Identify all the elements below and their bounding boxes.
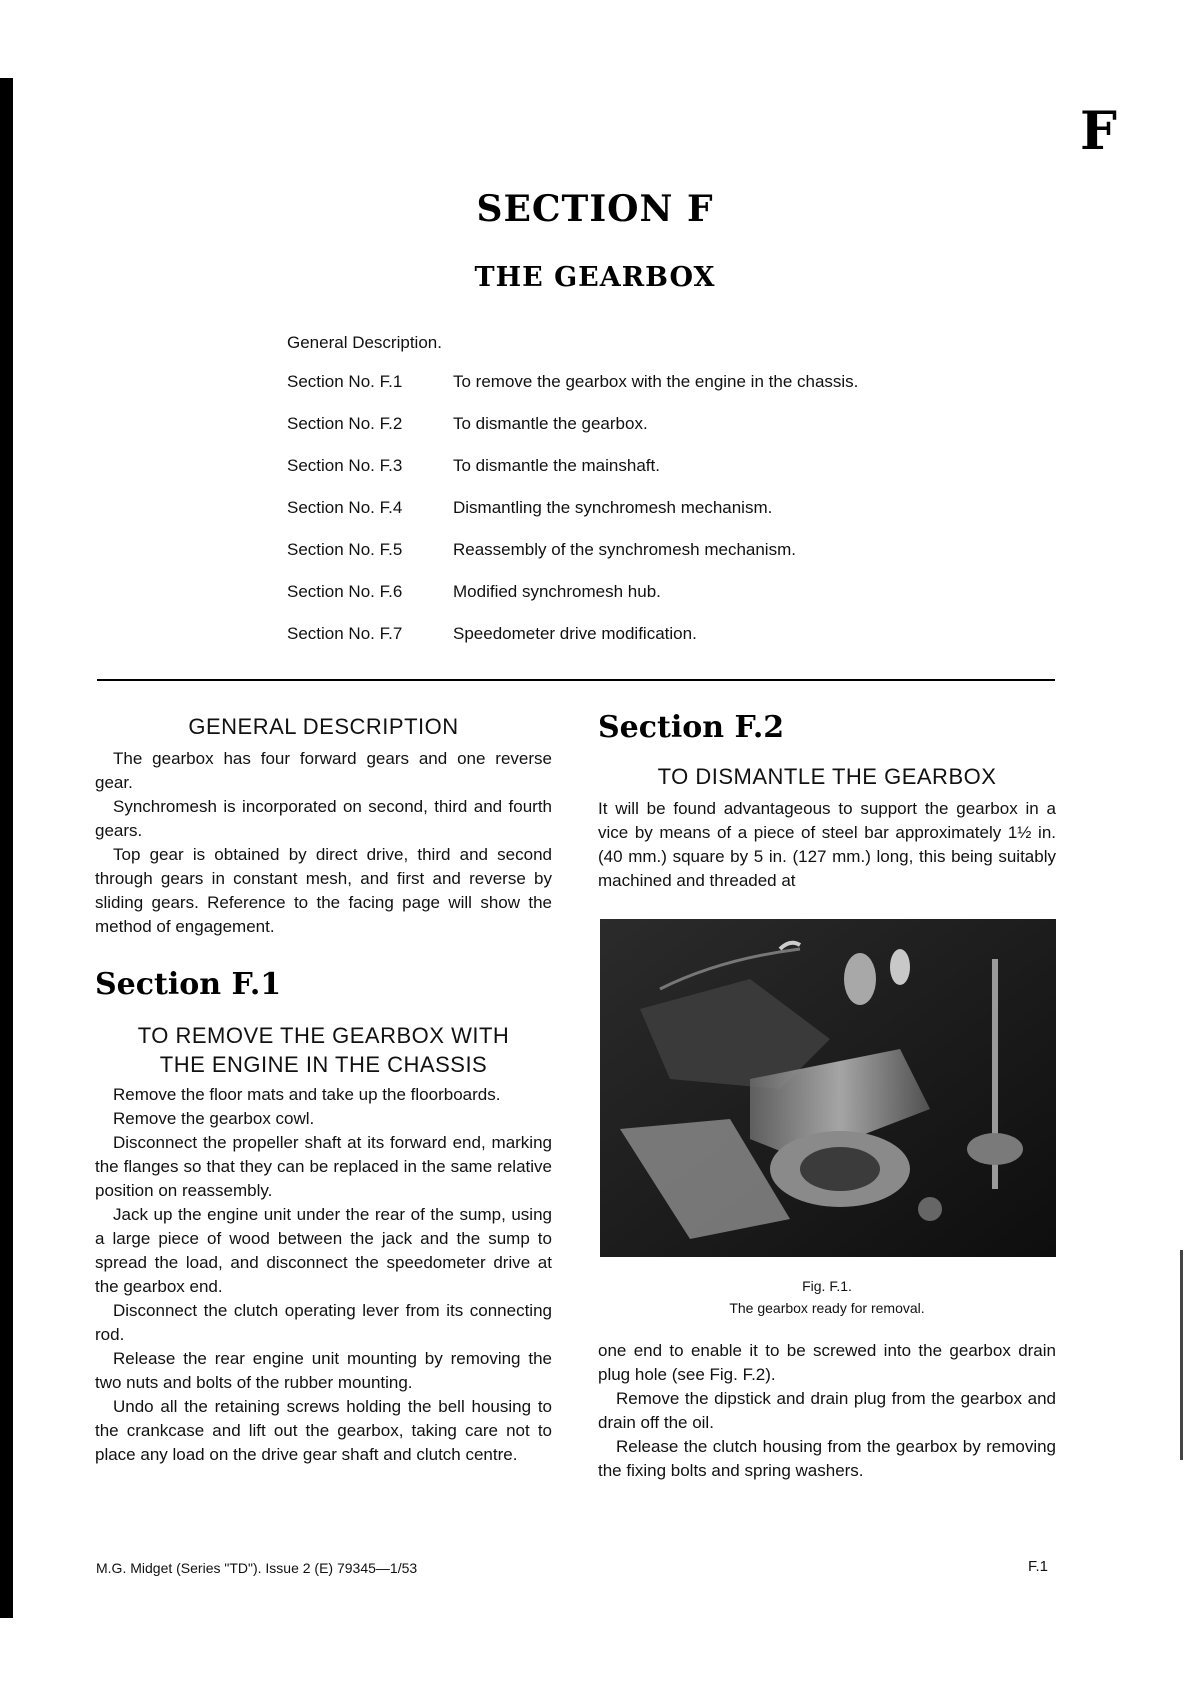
paragraph: Jack up the engine unit under the rear of the sump, using a large piece of wood between the jack and the sump to spread the load, and disconnect the speedometer drive at the gearbox end. [95,1205,552,1296]
toc-row [287,582,1007,624]
figure-caption [598,1275,1056,1319]
section-title: SECTION F [476,188,714,230]
footer-publication-info: M.G. Midget (Series "TD"). Issue 2 (E) 79345—1/53 [96,1560,418,1576]
toc-ref: Section No. F.7 [287,624,403,643]
toc-row [287,624,1007,666]
toc-ref: Section No. F.5 [287,540,403,559]
paragraph: Synchromesh is incorporated on second, third and fourth gears. [95,797,552,840]
section-f1-subheading [95,1021,552,1079]
toc-desc: Dismantling the synchromesh mechanism. [453,498,773,517]
toc-ref: Section No. F.2 [287,414,403,433]
page-edge-mark [1180,1250,1183,1460]
figure-label: Fig. F.1. [802,1278,852,1294]
toc-row [287,414,1007,456]
toc-general-description: General Description. [287,333,442,352]
paragraph: Disconnect the clutch operating lever from its connecting rod. [95,1301,552,1344]
figure-caption-text: The gearbox ready for removal. [729,1300,925,1316]
paragraph: Remove the floor mats and take up the floorboards. [113,1085,501,1104]
right-column [598,710,1056,1483]
toc-row [287,540,1007,582]
paragraph: one end to enable it to be screwed into the gearbox drain plug hole (see Fig. F.2). [598,1341,1056,1384]
toc-desc: To remove the gearbox with the engine in the chassis. [453,372,859,391]
section-f1-subheading-line: TO REMOVE THE GEARBOX WITH [137,1023,510,1048]
toc-ref: Section No. F.3 [287,456,403,475]
horizontal-rule [97,679,1055,681]
toc-desc: Reassembly of the synchromesh mechanism. [453,540,796,559]
paragraph: Disconnect the propeller shaft at its forward end, marking the flanges so that they can be replaced in the same relative position on reassembly. [95,1133,552,1200]
paragraph: Top gear is obtained by direct drive, third and second through gears in constant mesh, and first and reverse by sliding gears. Reference to the facing page will show the method of engagement. [95,845,552,936]
section-f1-heading: Section F.1 [95,967,282,1002]
paragraph: Remove the dipstick and drain plug from the gearbox and drain off the oil. [598,1389,1056,1432]
gearbox-photo-image [600,919,1056,1257]
paragraph: It will be found advantageous to support the gearbox in a vice by means of a piece of steel bar approximately 1½ in. (40 mm.) square by 5 in. (127 mm.) long, this being suitably machined and threaded at [598,799,1056,890]
toc-desc: Speedometer drive modification. [453,624,697,643]
gearbox-photo [600,919,1056,1257]
toc-ref: Section No. F.6 [287,582,403,601]
toc-ref: Section No. F.1 [287,372,403,391]
paragraph: Release the rear engine unit mounting by removing the two nuts and bolts of the rubber mounting. [95,1349,552,1392]
toc-row [287,498,1007,540]
general-description-heading: GENERAL DESCRIPTION [188,714,459,739]
toc-row [287,372,1007,414]
section-subtitle: THE GEARBOX [474,262,716,293]
paragraph: Release the clutch housing from the gearbox by removing the fixing bolts and spring washers. [598,1437,1056,1480]
section-f2-heading: Section F.2 [598,710,785,745]
binding-bar [0,78,13,1618]
paragraph: The gearbox has four forward gears and one reverse gear. [95,749,552,792]
toc-desc: Modified synchromesh hub. [453,582,661,601]
footer-page-number: F.1 [1028,1558,1049,1575]
table-of-contents [287,372,1007,666]
section-f1-subheading-line: THE ENGINE IN THE CHASSIS [159,1052,488,1077]
toc-desc: To dismantle the gearbox. [453,414,648,433]
left-column [95,712,552,1467]
toc-row [287,456,1007,498]
section-f2-subheading: TO DISMANTLE THE GEARBOX [657,764,997,789]
section-tab-letter: F [1080,101,1117,162]
toc-desc: To dismantle the mainshaft. [453,456,660,475]
toc-ref: Section No. F.4 [287,498,403,517]
paragraph: Remove the gearbox cowl. [113,1109,315,1128]
paragraph: Undo all the retaining screws holding the bell housing to the crankcase and lift out the gearbox, taking care not to place any load on the drive gear shaft and clutch centre. [95,1397,552,1464]
